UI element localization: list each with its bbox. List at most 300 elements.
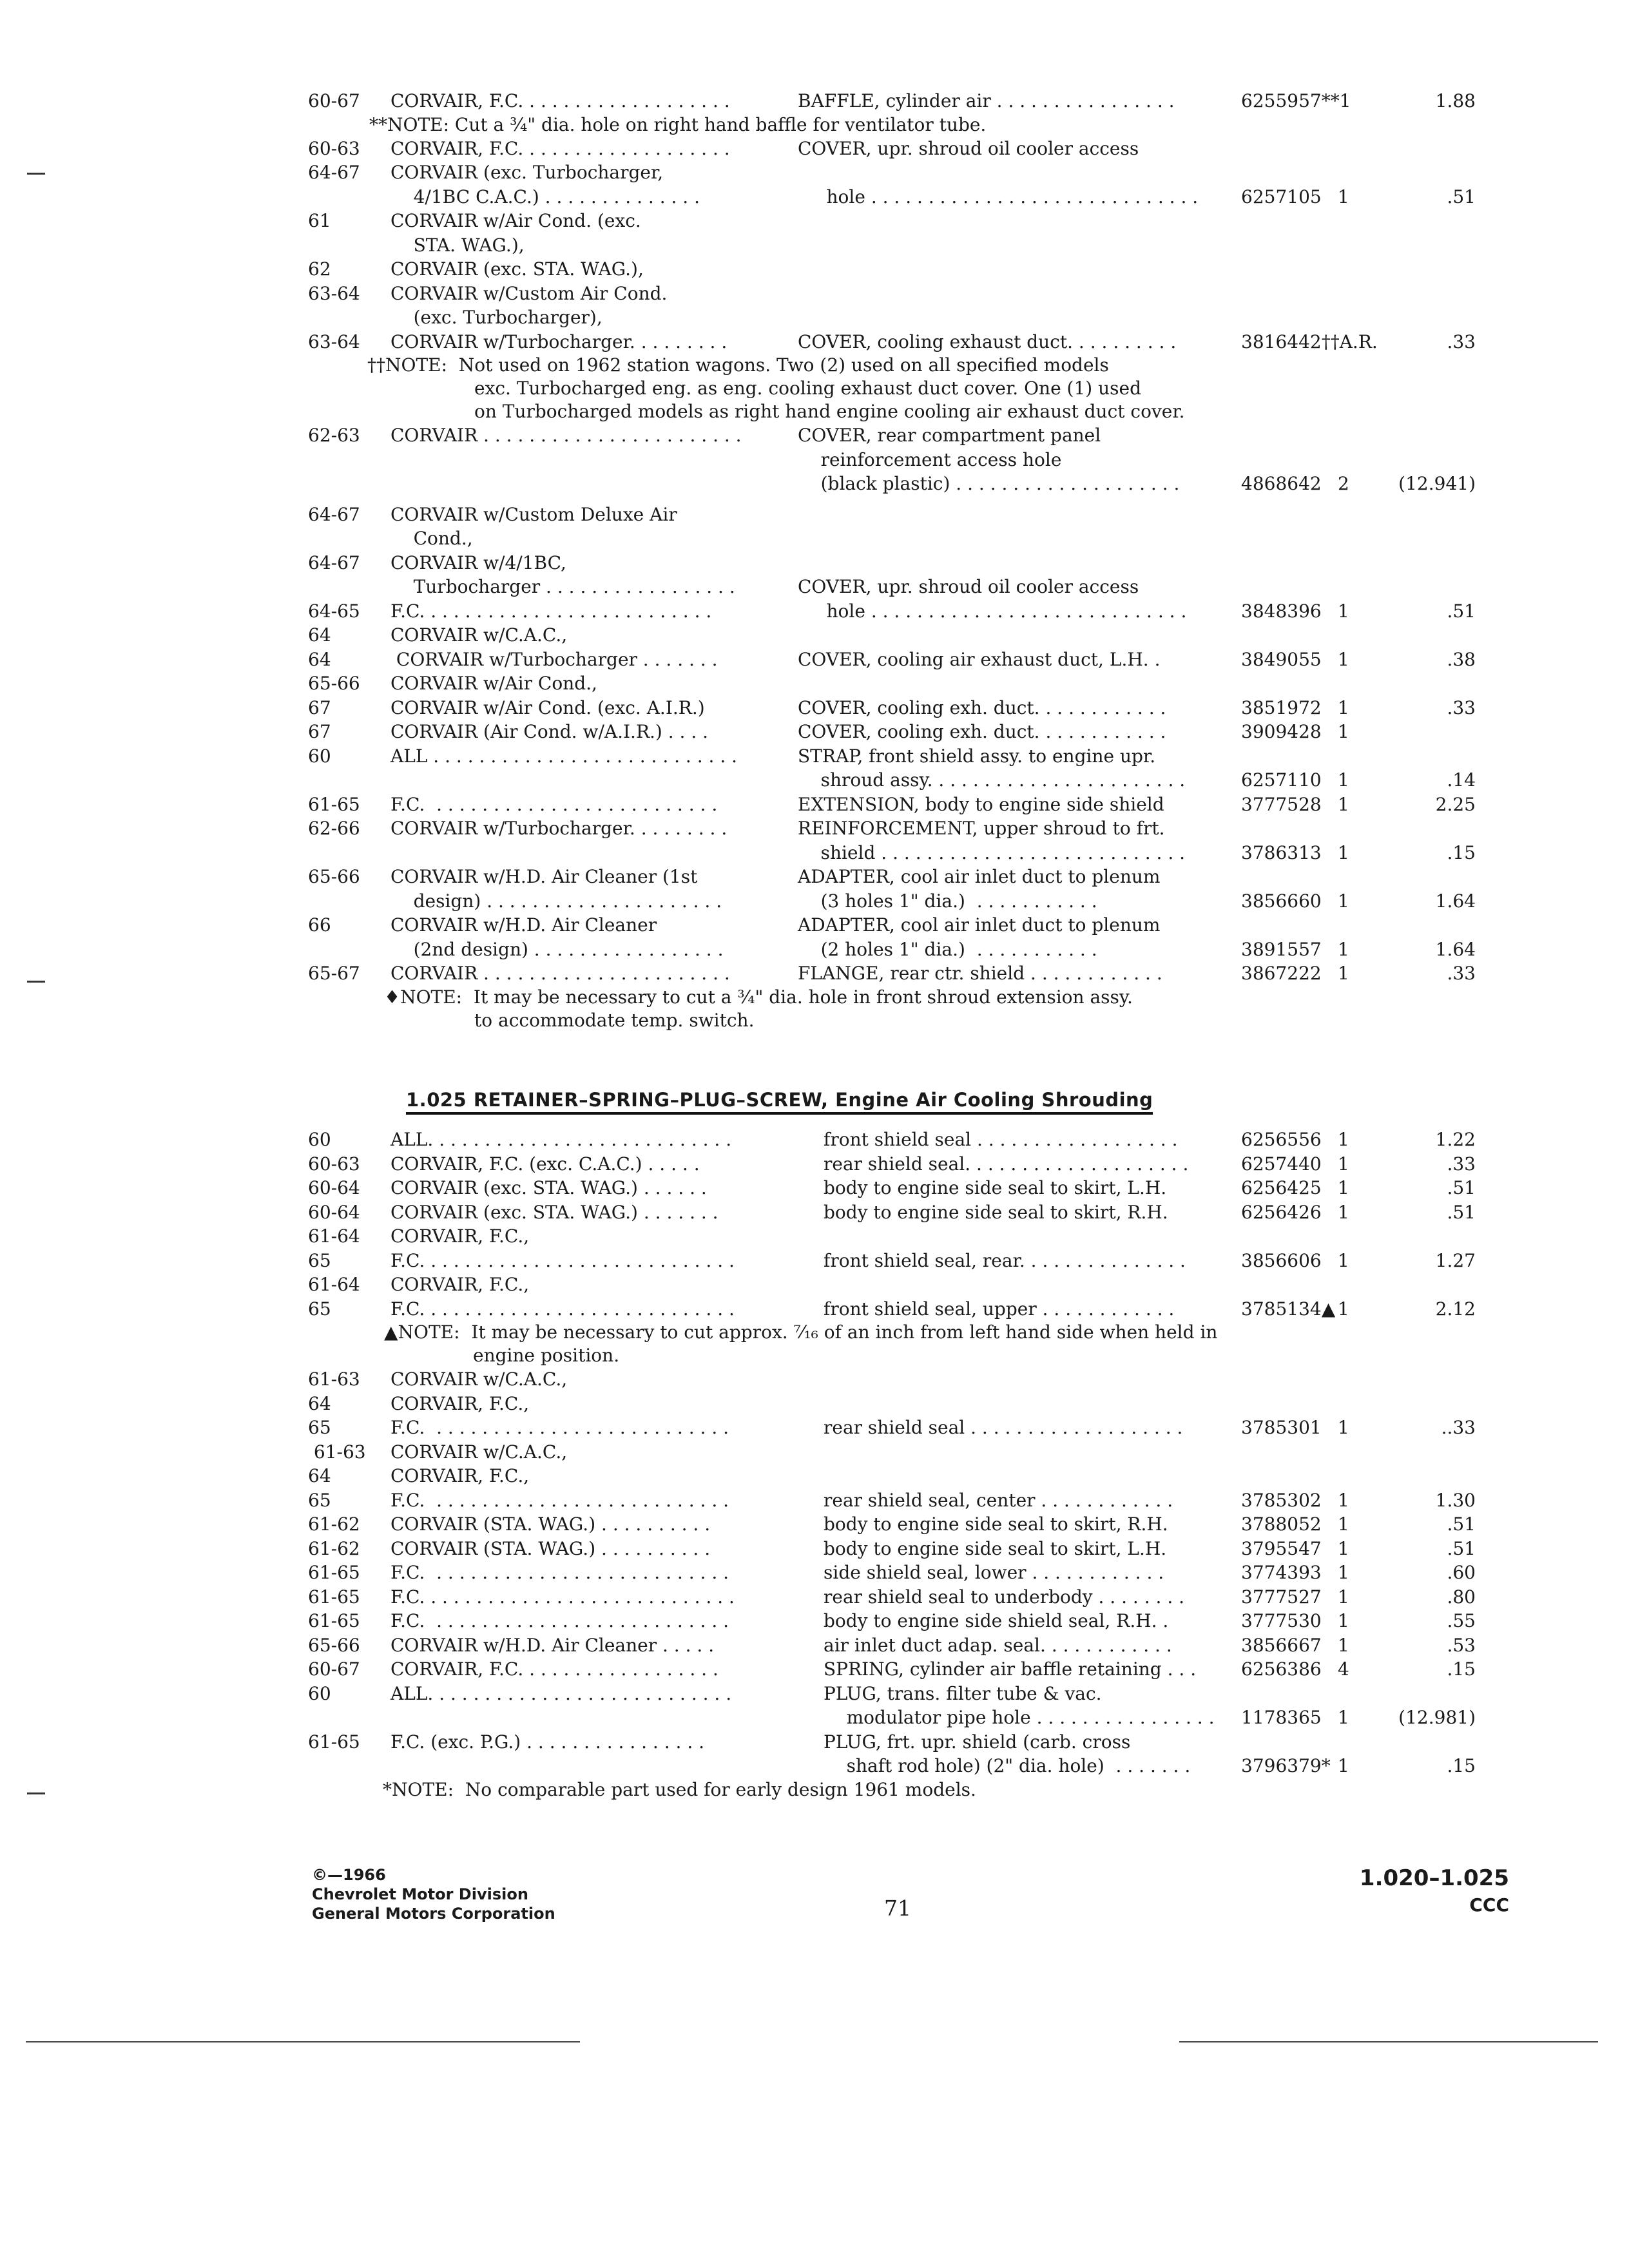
price: .33 bbox=[1447, 963, 1476, 984]
publisher-block bbox=[312, 1865, 555, 1923]
model-years: 67 bbox=[308, 697, 331, 718]
model-years: 65-66 bbox=[308, 1634, 360, 1656]
part-row bbox=[308, 448, 1481, 472]
part-description: rear shield seal, center . . . . . . . . . . . . bbox=[824, 1489, 1173, 1511]
model-application: CORVAIR (exc. STA. WAG.) . . . . . . bbox=[390, 1177, 707, 1198]
price: .38 bbox=[1447, 648, 1476, 670]
part-description: PLUG, trans. filter tube & vac. bbox=[824, 1682, 1102, 1704]
part-description: shroud assy. . . . . . . . . . . . . . . . . . . . . . . bbox=[798, 769, 1186, 791]
part-number: 3777528 bbox=[1241, 793, 1322, 815]
model-years: 61-65 bbox=[308, 1562, 360, 1583]
division-name: Chevrolet Motor Division bbox=[312, 1885, 528, 1903]
model-application: ALL . . . . . . . . . . . . . . . . . . . . . . . . . . . bbox=[390, 745, 738, 767]
bottom-rule-right bbox=[1179, 2041, 1598, 2042]
parts-list-section-1020 bbox=[308, 89, 1481, 1032]
part-description: front shield seal, rear. . . . . . . . . . . . . . . bbox=[824, 1249, 1186, 1271]
price: .15 bbox=[1447, 1658, 1476, 1680]
part-number: 3786313 bbox=[1241, 841, 1322, 863]
section-title: 1.025 RETAINER–SPRING–PLUG–SCREW, Engine Air Cooling Shrouding bbox=[406, 1089, 1153, 1115]
quantity: 1 bbox=[1338, 1707, 1349, 1728]
part-number: 1178365 bbox=[1241, 1707, 1322, 1728]
model-years: 60-63 bbox=[308, 137, 360, 159]
model-application: CORVAIR . . . . . . . . . . . . . . . . . . . . . . bbox=[390, 963, 730, 984]
quantity: 1 bbox=[1338, 1153, 1349, 1175]
part-description: ADAPTER, cool air inlet duct to plenum bbox=[798, 914, 1161, 936]
quantity: 2 bbox=[1338, 473, 1349, 494]
model-years: 64 bbox=[308, 1392, 331, 1414]
model-years: 64-67 bbox=[308, 552, 360, 573]
model-years: 65 bbox=[308, 1417, 331, 1438]
part-description: shaft rod hole) (2" dia. hole) . . . . . . . bbox=[824, 1755, 1191, 1776]
model-years: 66 bbox=[308, 914, 331, 936]
part-number: 3848396 bbox=[1241, 600, 1322, 622]
model-years: 61-63 bbox=[308, 1441, 366, 1463]
quantity: 1 bbox=[1338, 186, 1349, 207]
model-application: CORVAIR w/Turbocharger . . . . . . . bbox=[390, 648, 718, 670]
part-description: shield . . . . . . . . . . . . . . . . . . . . . . . . . . . bbox=[798, 841, 1186, 863]
footnote: to accommodate temp. switch. bbox=[474, 1009, 755, 1031]
part-row bbox=[308, 1176, 1481, 1200]
part-description: front shield seal . . . . . . . . . . . . . . . . . . bbox=[824, 1129, 1178, 1150]
model-years: 62-63 bbox=[308, 425, 360, 446]
part-description: body to engine side seal to skirt, L.H. bbox=[824, 1177, 1167, 1198]
model-years: 64-65 bbox=[308, 600, 360, 622]
part-row bbox=[308, 233, 1481, 258]
part-row bbox=[308, 423, 1481, 448]
quantity: 1 bbox=[1338, 1249, 1349, 1271]
quantity: 1 bbox=[1338, 1586, 1349, 1608]
part-row bbox=[308, 137, 1481, 161]
quantity: 1 bbox=[1338, 1129, 1349, 1150]
model-application: CORVAIR, F.C., bbox=[390, 1274, 530, 1295]
price: 1.22 bbox=[1435, 1129, 1476, 1150]
quantity: 1 bbox=[1338, 890, 1349, 912]
model-years: 65 bbox=[308, 1249, 331, 1271]
model-application: CORVAIR w/Air Cond., bbox=[390, 673, 597, 694]
model-years: 60 bbox=[308, 1682, 331, 1704]
model-years: 65-66 bbox=[308, 673, 360, 694]
model-application: (2nd design) . . . . . . . . . . . . . . . . . bbox=[390, 938, 724, 960]
part-row bbox=[308, 1633, 1481, 1658]
price: .15 bbox=[1447, 1755, 1476, 1776]
part-description: STRAP, front shield assy. to engine upr. bbox=[798, 745, 1156, 767]
model-application: CORVAIR, F.C. . . . . . . . . . . . . . . . . . bbox=[390, 1658, 718, 1680]
part-number: 6257105 bbox=[1241, 186, 1322, 207]
part-row bbox=[308, 865, 1481, 889]
part-description: rear shield seal . . . . . . . . . . . . . . . . . . . bbox=[824, 1417, 1183, 1438]
section-range: 1.020–1.025 bbox=[1359, 1865, 1509, 1891]
model-years: 63-64 bbox=[308, 331, 360, 352]
model-application: 4/1BC C.A.C.) . . . . . . . . . . . . . . bbox=[390, 186, 700, 207]
part-description: air inlet duct adap. seal. . . . . . . . . . . . bbox=[824, 1634, 1172, 1656]
model-application: F.C. . . . . . . . . . . . . . . . . . . . . . . . . . . . bbox=[390, 1298, 735, 1320]
model-application: CORVAIR (Air Cond. w/A.I.R.) . . . . bbox=[390, 721, 709, 742]
part-row bbox=[308, 330, 1481, 354]
part-number: 4868642 bbox=[1241, 473, 1322, 494]
price: .51 bbox=[1447, 1177, 1476, 1198]
part-row bbox=[308, 1152, 1481, 1177]
model-application: CORVAIR . . . . . . . . . . . . . . . . . . . . . . . bbox=[390, 425, 742, 446]
part-number: 6257440 bbox=[1241, 1153, 1322, 1175]
quantity: 1 bbox=[1338, 1489, 1349, 1511]
part-description: body to engine side seal to skirt, R.H. bbox=[824, 1514, 1168, 1535]
part-description: COVER, cooling exhaust duct. . . . . . . . . . bbox=[798, 331, 1177, 352]
part-row bbox=[308, 1537, 1481, 1561]
part-description: side shield seal, lower . . . . . . . . . . . . bbox=[824, 1562, 1164, 1583]
model-years: 64-67 bbox=[308, 503, 360, 525]
model-application: CORVAIR, F.C., bbox=[390, 1465, 530, 1486]
model-years: 65-66 bbox=[308, 866, 360, 887]
margin-mark bbox=[27, 981, 45, 983]
footnote: on Turbocharged models as right hand engine cooling air exhaust duct cover. bbox=[474, 401, 1185, 422]
model-years: 61-65 bbox=[308, 1610, 360, 1631]
price: .51 bbox=[1447, 1537, 1476, 1559]
model-application: CORVAIR, F.C. . . . . . . . . . . . . . . . . . . bbox=[390, 90, 730, 111]
model-years: 61-65 bbox=[308, 1731, 360, 1753]
part-number: 3891557 bbox=[1241, 938, 1322, 960]
model-application: CORVAIR, F.C. (exc. C.A.C.) . . . . . bbox=[390, 1153, 700, 1175]
quantity: 1 bbox=[1338, 648, 1349, 670]
part-description: ADAPTER, cool air inlet duct to plenum bbox=[798, 866, 1161, 887]
part-row bbox=[308, 257, 1481, 282]
part-row bbox=[308, 209, 1481, 233]
part-number: 3851972 bbox=[1241, 697, 1322, 718]
part-description: hole . . . . . . . . . . . . . . . . . . . . . . . . . . . . bbox=[798, 600, 1187, 622]
part-row bbox=[308, 1488, 1481, 1513]
part-number: 6257110 bbox=[1241, 769, 1322, 791]
model-years: 65 bbox=[308, 1489, 331, 1511]
quantity: 1 bbox=[1338, 1562, 1349, 1583]
bottom-rule-left bbox=[26, 2041, 580, 2042]
part-description: hole . . . . . . . . . . . . . . . . . . . . . . . . . . . . . bbox=[798, 186, 1199, 207]
footnote: **NOTE: Cut a ¾" dia. hole on right hand baffle for ventilator tube. bbox=[369, 113, 987, 135]
part-row bbox=[308, 889, 1481, 914]
model-years: 61-62 bbox=[308, 1537, 360, 1559]
model-application: (exc. Turbocharger), bbox=[390, 307, 602, 328]
quantity: 1 bbox=[1338, 721, 1349, 742]
model-years: 64-67 bbox=[308, 162, 360, 183]
model-years: 64 bbox=[308, 624, 331, 646]
quantity: 1 bbox=[1338, 1298, 1349, 1320]
part-description: body to engine side shield seal, R.H. . bbox=[824, 1610, 1169, 1631]
price: .55 bbox=[1447, 1610, 1476, 1631]
model-years: 61-65 bbox=[308, 793, 360, 815]
part-description: (2 holes 1" dia.) . . . . . . . . . . . bbox=[798, 938, 1097, 960]
model-application: design) . . . . . . . . . . . . . . . . . . . . . bbox=[390, 890, 722, 912]
part-row bbox=[308, 913, 1481, 937]
part-number: 6256556 bbox=[1241, 1129, 1322, 1150]
model-application: F.C. . . . . . . . . . . . . . . . . . . . . . . . . . . bbox=[390, 1610, 729, 1631]
model-years: 63-64 bbox=[308, 282, 360, 304]
model-application: CORVAIR w/Turbocharger. . . . . . . . . bbox=[390, 818, 728, 839]
price: (12.941) bbox=[1398, 473, 1476, 494]
part-row bbox=[308, 937, 1481, 962]
part-row bbox=[308, 1512, 1481, 1537]
part-row bbox=[308, 526, 1481, 551]
part-row bbox=[308, 841, 1481, 865]
footnote: ▲NOTE: It may be necessary to cut approx. ⁷⁄₁₆ of an inch from left hand side when held in bbox=[384, 1321, 1218, 1343]
model-years: 60 bbox=[308, 745, 331, 767]
part-number: 6256425 bbox=[1241, 1177, 1322, 1198]
part-number: 3909428 bbox=[1241, 721, 1322, 742]
model-application: F.C. . . . . . . . . . . . . . . . . . . . . . . . . . bbox=[390, 793, 718, 815]
part-row bbox=[308, 816, 1481, 841]
part-row bbox=[308, 1464, 1481, 1488]
part-row bbox=[308, 599, 1481, 624]
part-row bbox=[308, 1224, 1481, 1249]
footnote: *NOTE: No comparable part used for early design 1961 models. bbox=[383, 1778, 976, 1800]
part-number: 3788052 bbox=[1241, 1514, 1322, 1535]
model-application: CORVAIR w/Air Cond. (exc. bbox=[390, 210, 641, 231]
part-description: REINFORCEMENT, upper shroud to frt. bbox=[798, 818, 1165, 839]
part-row bbox=[308, 305, 1481, 330]
part-row bbox=[308, 575, 1481, 599]
part-number: 3816442††A.R. bbox=[1241, 331, 1378, 352]
quantity: 1 bbox=[1338, 1514, 1349, 1535]
quantity: 1 bbox=[1338, 1634, 1349, 1656]
part-number: 6256386 bbox=[1241, 1658, 1322, 1680]
price: 1.27 bbox=[1435, 1249, 1476, 1271]
part-row bbox=[308, 1273, 1481, 1297]
part-description: COVER, upr. shroud oil cooler access bbox=[798, 137, 1139, 159]
quantity: 1 bbox=[1338, 793, 1349, 815]
quantity: 1 bbox=[1338, 1755, 1349, 1776]
part-description: modulator pipe hole . . . . . . . . . . . . . . . . bbox=[824, 1707, 1215, 1728]
model-years: 60-63 bbox=[308, 1153, 360, 1175]
model-application: F.C. . . . . . . . . . . . . . . . . . . . . . . . . . . . bbox=[390, 1249, 735, 1271]
model-application: CORVAIR w/Turbocharger. . . . . . . . . bbox=[390, 331, 728, 352]
model-years: 61-62 bbox=[308, 1514, 360, 1535]
model-application: CORVAIR w/H.D. Air Cleaner . . . . . bbox=[390, 1634, 715, 1656]
model-application: Cond., bbox=[390, 528, 473, 549]
part-number: 3795547 bbox=[1241, 1537, 1322, 1559]
model-years: 61-64 bbox=[308, 1225, 360, 1247]
price: 2.25 bbox=[1435, 793, 1476, 815]
price: (12.981) bbox=[1398, 1707, 1476, 1728]
part-description: BAFFLE, cylinder air . . . . . . . . . . . . . . . . bbox=[798, 90, 1175, 111]
part-number: 6255957**1 bbox=[1241, 90, 1351, 111]
part-description: COVER, rear compartment panel bbox=[798, 425, 1101, 446]
quantity: 4 bbox=[1338, 1658, 1349, 1680]
part-description: FLANGE, rear ctr. shield . . . . . . . . . . . . bbox=[798, 963, 1162, 984]
quantity: 1 bbox=[1338, 1201, 1349, 1223]
footnote: engine position. bbox=[473, 1345, 620, 1366]
footnote: ♦NOTE: It may be necessary to cut a ¾" dia. hole in front shroud extension assy. bbox=[384, 986, 1133, 1008]
part-number: 3777530 bbox=[1241, 1610, 1322, 1631]
model-application: Turbocharger . . . . . . . . . . . . . . . . . bbox=[390, 576, 735, 597]
model-years: 61-65 bbox=[308, 1586, 360, 1608]
price: .51 bbox=[1447, 186, 1476, 207]
model-years: 65 bbox=[308, 1298, 331, 1320]
price: 1.30 bbox=[1435, 1489, 1476, 1511]
price: .51 bbox=[1447, 1201, 1476, 1223]
model-years: 60-67 bbox=[308, 1658, 360, 1680]
quantity: 1 bbox=[1338, 1177, 1349, 1198]
model-application: CORVAIR w/H.D. Air Cleaner (1st bbox=[390, 866, 698, 887]
part-row bbox=[308, 1585, 1481, 1610]
model-years: 61-64 bbox=[308, 1274, 360, 1295]
model-years: 60-67 bbox=[308, 90, 360, 111]
price: ..33 bbox=[1441, 1417, 1476, 1438]
price: 1.88 bbox=[1435, 90, 1476, 111]
model-years: 64 bbox=[308, 1465, 331, 1486]
part-description: COVER, cooling exh. duct. . . . . . . . . . . . bbox=[798, 721, 1166, 742]
quantity: 1 bbox=[1338, 697, 1349, 718]
model-application: F.C. (exc. P.G.) . . . . . . . . . . . . . . . . bbox=[390, 1731, 705, 1753]
part-row bbox=[308, 89, 1481, 113]
quantity: 1 bbox=[1338, 769, 1349, 791]
part-row bbox=[308, 1706, 1481, 1730]
part-row bbox=[308, 961, 1481, 986]
model-years: 64 bbox=[308, 648, 331, 670]
part-row bbox=[308, 768, 1481, 793]
quantity: 1 bbox=[1338, 938, 1349, 960]
part-row bbox=[308, 1200, 1481, 1225]
quantity: 1 bbox=[1338, 1417, 1349, 1438]
model-application: CORVAIR w/H.D. Air Cleaner bbox=[390, 914, 657, 936]
part-number: 3774393 bbox=[1241, 1562, 1322, 1583]
model-application: CORVAIR w/C.A.C., bbox=[390, 1369, 568, 1390]
part-number: 3777527 bbox=[1241, 1586, 1322, 1608]
part-row bbox=[308, 1730, 1481, 1754]
model-application: CORVAIR w/Air Cond. (exc. A.I.R.) bbox=[390, 697, 705, 718]
part-row bbox=[308, 1754, 1481, 1778]
part-description: front shield seal, upper . . . . . . . . . . . . bbox=[824, 1298, 1175, 1320]
model-application: CORVAIR (STA. WAG.) . . . . . . . . . . bbox=[390, 1537, 711, 1559]
part-row bbox=[308, 1392, 1481, 1416]
model-application: CORVAIR w/Custom Air Cond. bbox=[390, 282, 668, 304]
price: .60 bbox=[1447, 1562, 1476, 1583]
part-description: (black plastic) . . . . . . . . . . . . . . . . . . . . bbox=[798, 473, 1180, 494]
model-application: ALL. . . . . . . . . . . . . . . . . . . . . . . . . . . bbox=[390, 1682, 732, 1704]
model-application: CORVAIR w/C.A.C., bbox=[390, 624, 568, 646]
price: .33 bbox=[1447, 1153, 1476, 1175]
quantity: 1 bbox=[1338, 1610, 1349, 1631]
part-number: 3849055 bbox=[1241, 648, 1322, 670]
price: .15 bbox=[1447, 841, 1476, 863]
price: .53 bbox=[1447, 1634, 1476, 1656]
part-row bbox=[308, 1367, 1481, 1392]
model-application: F.C. . . . . . . . . . . . . . . . . . . . . . . . . . bbox=[390, 600, 712, 622]
model-years: 61 bbox=[308, 210, 331, 231]
model-application: F.C. . . . . . . . . . . . . . . . . . . . . . . . . . . bbox=[390, 1489, 729, 1511]
price: .51 bbox=[1447, 1514, 1476, 1535]
part-description: EXTENSION, body to engine side shield bbox=[798, 793, 1164, 815]
part-number: 3856660 bbox=[1241, 890, 1322, 912]
part-row bbox=[308, 503, 1481, 527]
part-row bbox=[308, 1297, 1481, 1321]
part-description: COVER, cooling exh. duct. . . . . . . . . . . . bbox=[798, 697, 1166, 718]
part-description: COVER, cooling air exhaust duct, L.H. . bbox=[798, 648, 1161, 670]
part-row bbox=[308, 648, 1481, 672]
part-row bbox=[308, 1128, 1481, 1152]
model-application: CORVAIR w/4/1BC, bbox=[390, 552, 566, 573]
part-row bbox=[308, 1416, 1481, 1440]
part-row bbox=[308, 472, 1481, 496]
price: 1.64 bbox=[1435, 890, 1476, 912]
part-row bbox=[308, 671, 1481, 696]
part-row bbox=[308, 744, 1481, 769]
part-row bbox=[308, 1609, 1481, 1633]
model-years: 60-64 bbox=[308, 1177, 360, 1198]
part-description: rear shield seal to underbody . . . . . . . . bbox=[824, 1586, 1185, 1608]
part-number: 3785301 bbox=[1241, 1417, 1322, 1438]
part-row bbox=[308, 793, 1481, 817]
price: 2.12 bbox=[1435, 1298, 1476, 1320]
part-row bbox=[308, 1249, 1481, 1273]
model-application: CORVAIR w/C.A.C., bbox=[390, 1441, 568, 1463]
model-application: F.C. . . . . . . . . . . . . . . . . . . . . . . . . . . bbox=[390, 1417, 729, 1438]
price: .14 bbox=[1447, 769, 1476, 791]
model-application: CORVAIR (exc. STA. WAG.) . . . . . . . bbox=[390, 1201, 718, 1223]
part-description: body to engine side seal to skirt, R.H. bbox=[824, 1201, 1168, 1223]
corporation-name: General Motors Corporation bbox=[312, 1905, 555, 1923]
part-row bbox=[308, 1682, 1481, 1706]
price: .33 bbox=[1447, 697, 1476, 718]
footnote: ††NOTE: Not used on 1962 station wagons. Two (2) used on all specified models bbox=[367, 354, 1109, 376]
model-application: STA. WAG.), bbox=[390, 234, 525, 256]
part-description: (3 holes 1" dia.) . . . . . . . . . . . bbox=[798, 890, 1097, 912]
part-number: 3856606 bbox=[1241, 1249, 1322, 1271]
part-row bbox=[308, 551, 1481, 575]
parts-list-section-1025 bbox=[308, 1128, 1481, 1802]
spacer bbox=[308, 496, 1481, 503]
margin-mark bbox=[27, 1792, 45, 1794]
part-row bbox=[308, 1657, 1481, 1682]
model-years: 60 bbox=[308, 1129, 331, 1150]
part-number: 3785302 bbox=[1241, 1489, 1322, 1511]
footnote: exc. Turbocharged eng. as eng. cooling exhaust duct cover. One (1) used bbox=[474, 378, 1142, 399]
model-application: CORVAIR (STA. WAG.) . . . . . . . . . . bbox=[390, 1514, 711, 1535]
page-number: 71 bbox=[884, 1896, 911, 1921]
part-number: 3785134▲ bbox=[1241, 1298, 1336, 1320]
part-number: 3867222 bbox=[1241, 963, 1322, 984]
model-application: CORVAIR, F.C., bbox=[390, 1225, 530, 1247]
model-years: 61-63 bbox=[308, 1369, 360, 1390]
price: .51 bbox=[1447, 600, 1476, 622]
model-application: F.C. . . . . . . . . . . . . . . . . . . . . . . . . . . . bbox=[390, 1586, 735, 1608]
part-row bbox=[308, 696, 1481, 720]
part-row bbox=[308, 160, 1481, 185]
part-number: 6256426 bbox=[1241, 1201, 1322, 1223]
part-row bbox=[308, 185, 1481, 209]
part-row bbox=[308, 282, 1481, 306]
model-application: CORVAIR (exc. STA. WAG.), bbox=[390, 258, 644, 280]
price: .80 bbox=[1447, 1586, 1476, 1608]
part-row bbox=[308, 1440, 1481, 1465]
model-years: 60-64 bbox=[308, 1201, 360, 1223]
part-number: 3856667 bbox=[1241, 1634, 1322, 1656]
quantity: 1 bbox=[1338, 963, 1349, 984]
model-application: CORVAIR, F.C., bbox=[390, 1392, 530, 1414]
model-application: ALL. . . . . . . . . . . . . . . . . . . . . . . . . . . bbox=[390, 1129, 732, 1150]
model-application: CORVAIR, F.C. . . . . . . . . . . . . . . . . . . bbox=[390, 137, 730, 159]
part-number: 3796379* bbox=[1241, 1755, 1331, 1776]
part-description: PLUG, frt. upr. shield (carb. cross bbox=[824, 1731, 1131, 1753]
section-reference bbox=[1327, 1864, 1509, 1918]
part-description: rear shield seal. . . . . . . . . . . . . . . . . . . . bbox=[824, 1153, 1189, 1175]
quantity: 1 bbox=[1338, 1537, 1349, 1559]
model-years: 67 bbox=[308, 721, 331, 742]
model-application: F.C. . . . . . . . . . . . . . . . . . . . . . . . . . . bbox=[390, 1562, 729, 1583]
catalog-code: CCC bbox=[1469, 1894, 1509, 1916]
part-row bbox=[308, 623, 1481, 648]
part-description: SPRING, cylinder air baffle retaining . . . bbox=[824, 1658, 1197, 1680]
price: 1.64 bbox=[1435, 938, 1476, 960]
price: .33 bbox=[1447, 331, 1476, 352]
quantity: 1 bbox=[1338, 600, 1349, 622]
copyright: ©—1966 bbox=[312, 1866, 386, 1884]
